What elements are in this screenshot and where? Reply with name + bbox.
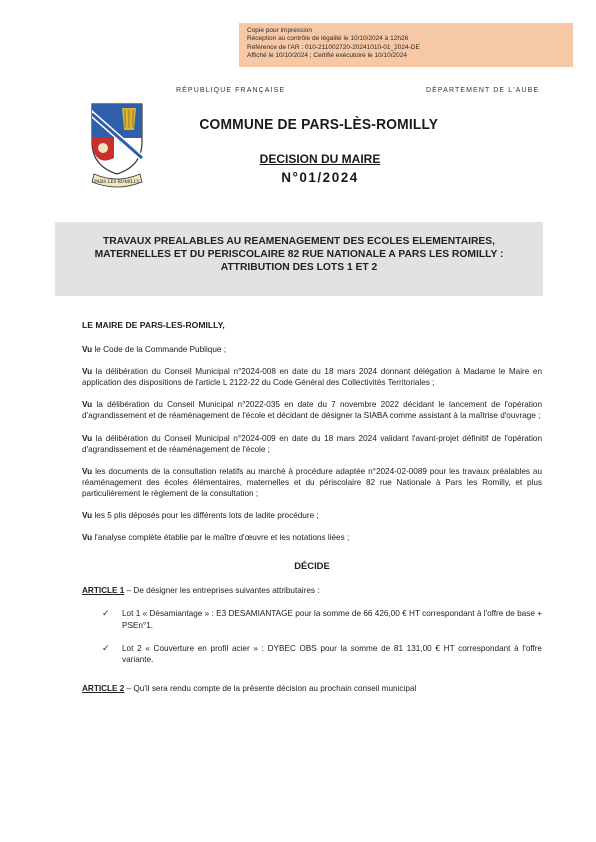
vu-label: Vu: [82, 466, 93, 476]
decide-heading: DÉCIDE: [294, 560, 330, 572]
decision-title: DECISION DU MAIRE: [259, 152, 381, 166]
vu-paragraph: [82, 433, 542, 455]
vu-label: Vu: [82, 367, 93, 377]
stamp-line: Copie pour impression: [247, 27, 313, 34]
article-1-text: – De désigner les entreprises suivantes attributaires :: [124, 586, 320, 596]
article-2-text: – Qu'il sera rendu compte de la présente décision au prochain conseil municipal: [124, 683, 417, 693]
lot-text: Lot 1 « Désamiantage » : E3 DESAMIANTAGE pour la somme de 66 426,00 € HT correspondant à l'offre de base + PSEn°1.: [122, 609, 542, 630]
vu-text: le Code de la Commande Publique ;: [94, 345, 226, 355]
stamp-line: Référence de l'AR : 010-211002720-20241010-01_2024-DE: [247, 43, 420, 51]
vu-label: Vu: [82, 511, 93, 521]
subject-box: TRAVAUX PREALABLES AU REAMENAGEMENT DES ECOLES ELEMENTAIRES, MATERNELLES ET DU PERISCOLAIRE 82 RUE NATIONALE A PARS LES ROMILLY : ATTRIBUTION DES LOTS 1 ET 2: [55, 222, 543, 296]
lot-item: [102, 643, 542, 665]
document-body: [82, 320, 542, 706]
vu-text: l'analyse complète établie par le maître d'œuvre et les notations liées ;: [94, 533, 350, 543]
vu-paragraph: [82, 466, 542, 499]
stamp-line: Affiché le 10/10/2024 ; Certifié exécutoire le 10/10/2024: [247, 52, 407, 60]
vu-paragraph: [82, 510, 542, 521]
stamp-line: Réception au contrôle de légalité le 10/10/2024 à 12h26: [247, 35, 409, 43]
checkmark-icon: ✓: [102, 642, 110, 653]
vu-text: les 5 plis déposés pour les différents lots de ladite procédure ;: [94, 511, 319, 521]
prefecture-stamp: [239, 23, 573, 67]
article-1: [82, 585, 542, 596]
vu-text: la délibération du Conseil Municipal n°2024-009 en date du 18 mars 2024 validant l'avant-projet définitif de l'opération d'agrandissement et de réaménagement de l'école ;: [82, 433, 542, 454]
vu-paragraph: [82, 532, 542, 543]
vu-paragraph: [82, 366, 542, 388]
department-header: DÉPARTEMENT DE L'AUBE: [426, 87, 540, 94]
vu-text: la délibération du Conseil Municipal n°2024-008 en date du 18 mars 2024 donnant délégation à Madame le Maire en application des dispositions de l'article L 2122-22 du Code Général des Collectivités Territoriales ;: [82, 367, 543, 388]
vu-label: Vu: [82, 433, 93, 443]
vu-label: Vu: [82, 400, 93, 410]
decision-number: N°01/2024: [281, 170, 359, 185]
checkmark-icon: ✓: [102, 608, 110, 619]
vu-paragraph: [82, 344, 542, 355]
lot-text: Lot 2 « Couverture en profil acier » : DYBEC OBS pour la somme de 81 131,00 € HT correspondant à l'offre variante.: [122, 643, 542, 664]
vu-paragraph: [82, 399, 542, 421]
article-2: [82, 683, 542, 694]
vu-label: Vu: [82, 345, 93, 355]
decision-heading: [190, 152, 450, 185]
lots-list: [102, 608, 542, 664]
svg-text:PARS LES ROMILLY: PARS LES ROMILLY: [94, 180, 140, 185]
vu-text: la délibération du Conseil Municipal n°2022-035 en date du 7 novembre 2022 décidant le lancement de l'opération d'agrandissement et de réaménagement de l'école et décidant de désigner la SIABA comme assistant à la maîtrise d'ouvrage ;: [82, 400, 542, 421]
article-2-label: ARTICLE 2: [82, 683, 125, 693]
mayor-heading: LE MAIRE DE PARS-LES-ROMILLY,: [82, 320, 225, 330]
lot-item: [102, 608, 542, 630]
article-1-label: ARTICLE 1: [82, 586, 125, 596]
coat-of-arms-icon: [88, 100, 146, 192]
commune-title: COMMUNE DE PARS-LÈS-ROMILLY: [199, 116, 439, 133]
vu-text: les documents de la consultation relatifs au marché à procédure adaptée n°2024-02-0089 pour les travaux préalables au réaménagement des écoles élémentaires, maternelles et du périscolaire 82 rue Nationale à Pars les Romilly, et plus particulièrement le règlement de la consultation ;: [82, 466, 542, 498]
republic-header: RÉPUBLIQUE FRANÇAISE: [176, 87, 286, 94]
vu-label: Vu: [82, 533, 93, 543]
